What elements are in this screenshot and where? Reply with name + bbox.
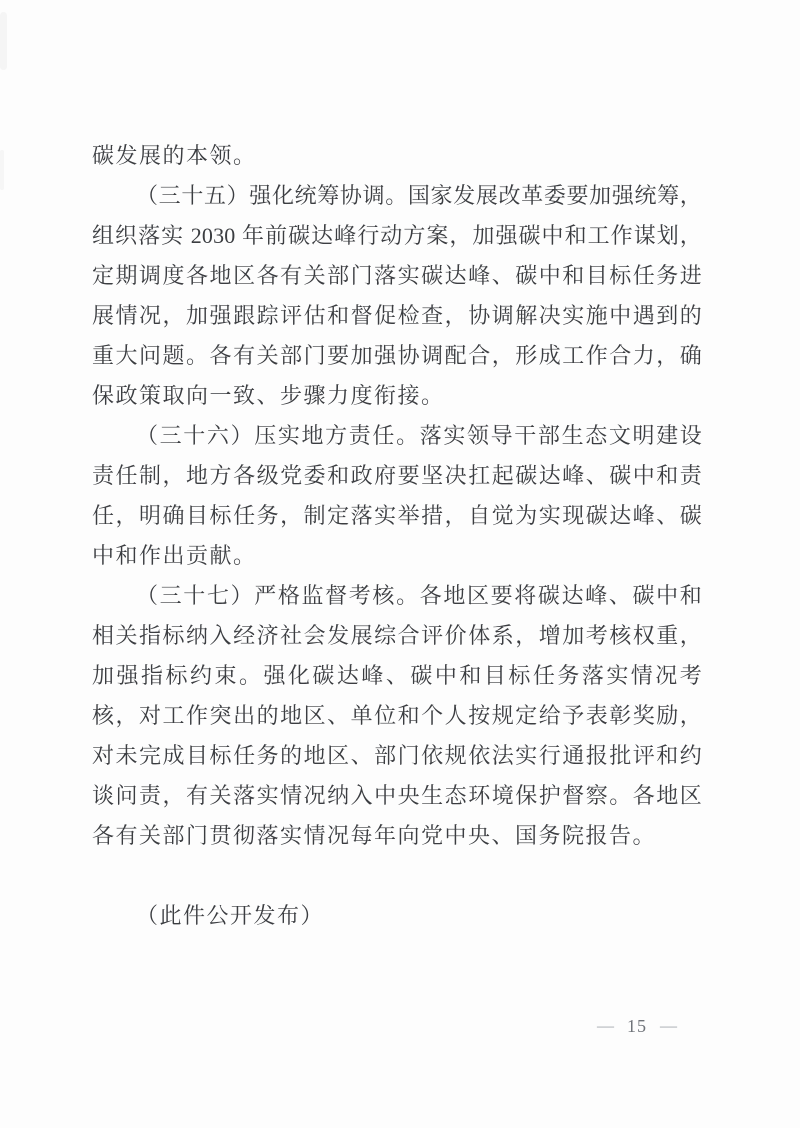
text-line: 重大问题。各有关部门要加强协调配合，形成工作合力，确 <box>92 343 702 368</box>
text-line: 组织落实 2030 年前碳达峰行动方案，加强碳中和工作谋划， <box>92 223 702 248</box>
text-line: 展情况，加强跟踪评估和督促检查，协调解决实施中遇到的 <box>92 303 702 328</box>
scan-artifact <box>0 12 7 70</box>
document-body <box>92 136 702 936</box>
text-line: 各有关部门贯彻落实情况每年向党中央、国务院报告。 <box>92 823 657 848</box>
scan-artifact <box>0 150 4 190</box>
text-line: 核，对工作突出的地区、单位和个人按规定给予表彰奖励， <box>92 703 702 728</box>
text-line: 任，明确目标任务，制定落实举措，自觉为实现碳达峰、碳 <box>92 503 702 528</box>
text-line: 对未完成目标任务的地区、部门依规依法实行通报批评和约 <box>92 743 702 768</box>
text-line: 相关指标纳入经济社会发展综合评价体系，增加考核权重， <box>92 623 702 648</box>
page-footer <box>552 1013 722 1039</box>
text-line: 责任制，地方各级党委和政府要坚决扛起碳达峰、碳中和责 <box>92 463 702 488</box>
footer-dash-left: — <box>597 1016 614 1035</box>
text-line: 保政策取向一致、步骤力度衔接。 <box>92 383 445 408</box>
text-line: （此件公开发布） <box>136 903 325 928</box>
text-line: 中和作出贡献。 <box>92 543 257 568</box>
text-line: （三十七）严格监督考核。各地区要将碳达峰、碳中和 <box>136 583 702 608</box>
text-line: 加强指标约束。强化碳达峰、碳中和目标任务落实情况考 <box>92 663 702 688</box>
text-line: （三十六）压实地方责任。落实领导干部生态文明建设 <box>136 423 702 448</box>
text-line: 定期调度各地区各有关部门落实碳达峰、碳中和目标任务进 <box>92 263 702 288</box>
blank-line <box>92 856 702 896</box>
text-line: 谈问责，有关落实情况纳入中央生态环境保护督察。各地区 <box>92 783 702 808</box>
footer-dash-right: — <box>660 1016 677 1035</box>
page-number: 15 <box>627 1016 647 1036</box>
text-line: 碳发展的本领。 <box>92 143 257 168</box>
text-line: （三十五）强化统筹协调。国家发展改革委要加强统筹， <box>136 183 702 208</box>
